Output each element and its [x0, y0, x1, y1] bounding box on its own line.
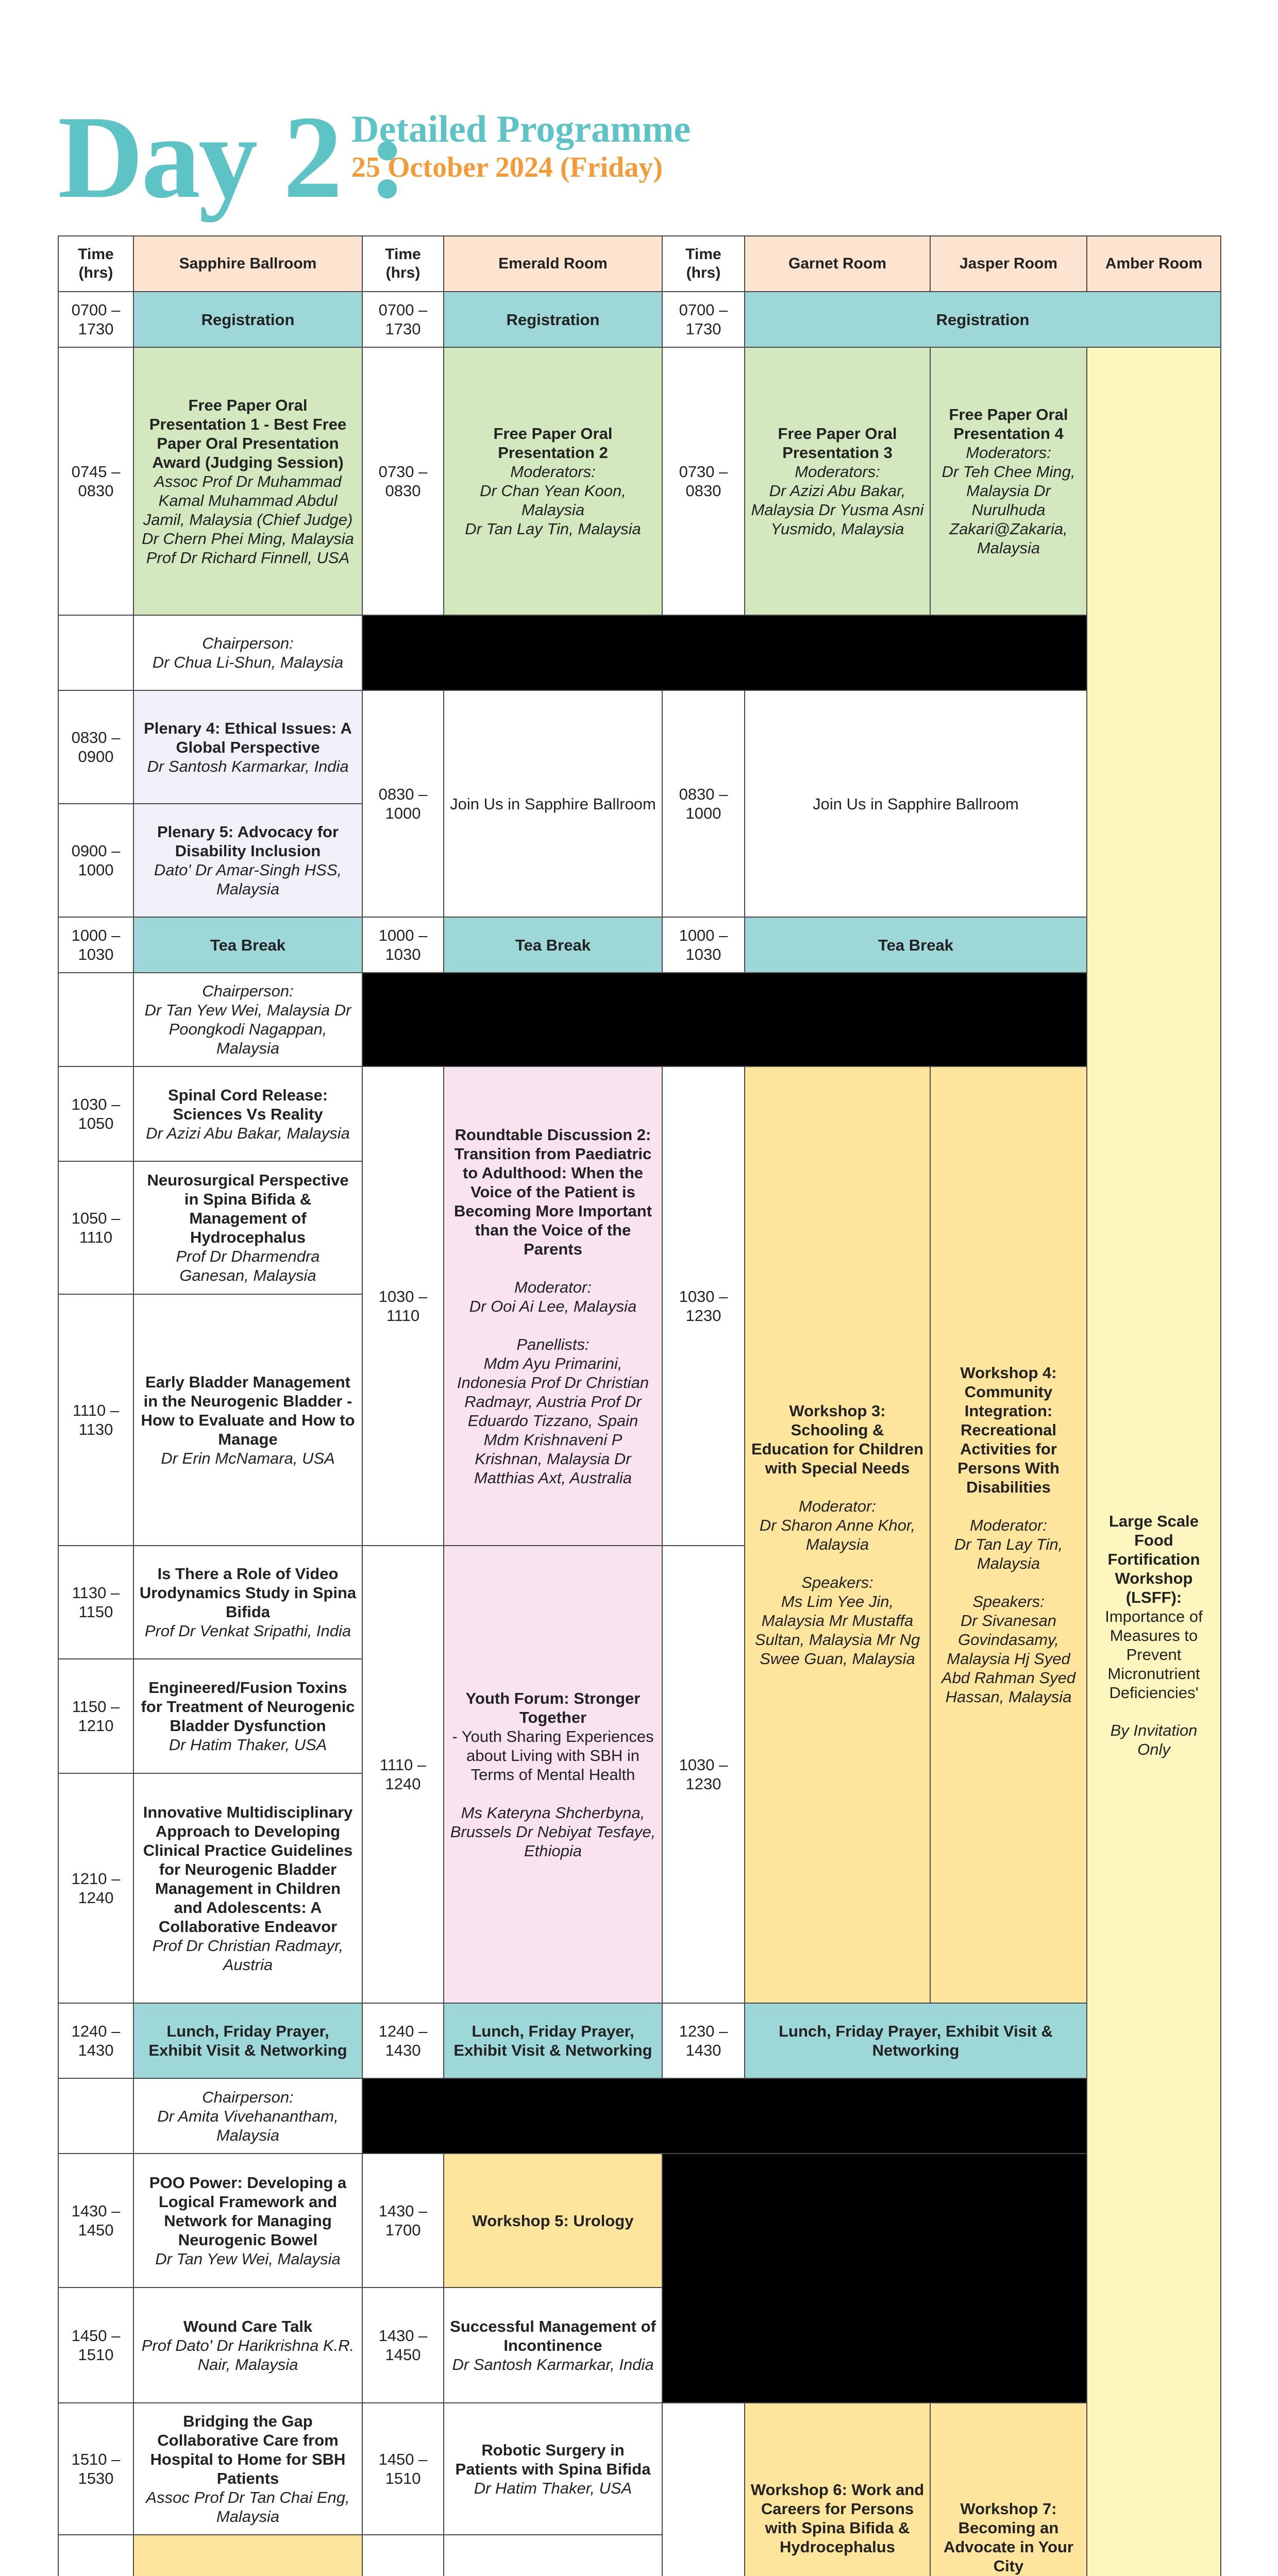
workshop-6: [744, 2402, 931, 2576]
time-cell: [362, 2534, 444, 2576]
time-cell: 1000 – 1030: [58, 917, 134, 973]
col-header-garnet: Garnet Room: [744, 235, 931, 292]
lsff-title: Large Scale Food Fortification Workshop (LSFF):: [1107, 1512, 1200, 1606]
ws6-title: Workshop 6: Work and Careers for Persons with Spina Bifida & Hydrocephalus: [750, 2480, 924, 2556]
youth-people: Ms Kateryna Shcherbyna, Brussels Dr Nebiyat Tesfaye, Ethiopia: [450, 1803, 656, 1860]
time-cell: 1000 – 1030: [662, 917, 745, 973]
fpop-3-label: Moderators:: [795, 463, 880, 481]
session-title: Robotic Surgery in Patients with Spina Bifida: [455, 2441, 651, 2478]
roundtable-mod-label: Moderator:: [514, 1278, 592, 1296]
time-cell: 0900 – 1000: [58, 803, 134, 918]
fpop-2-people: Dr Chan Yean Koon, Malaysia: [480, 482, 626, 519]
time-cell: 1110 – 1240: [362, 1545, 444, 2004]
chair-2-label: Chairperson:: [202, 982, 294, 1000]
blackout-block: [362, 972, 1087, 1067]
time-cell: 1030 – 1110: [362, 1066, 444, 1546]
time-cell: 1030 – 1050: [58, 1066, 134, 1162]
chair-1-label: Chairperson:: [202, 634, 294, 652]
join-sapphire-garnet-jasper: Join Us in Sapphire Ballroom: [744, 690, 1087, 918]
session-title: POO Power: Developing a Logical Framework and Network for Managing Neurogenic Bowel: [149, 2173, 347, 2249]
time-cell: 0700 – 1730: [662, 291, 745, 348]
time-cell: 1240 – 1430: [58, 2003, 134, 2079]
time-cell: 0830 – 1000: [662, 690, 745, 918]
tea-break-sapphire: Tea Break: [133, 917, 363, 973]
session-title: Early Bladder Management in the Neurogenic Bladder - How to Evaluate and How to Manage: [141, 1372, 355, 1448]
time-cell: 1150 – 1210: [58, 1658, 134, 1774]
chairperson-1: [133, 615, 363, 691]
workshop-7: [930, 2402, 1087, 2576]
session-title: Engineered/Fusion Toxins for Treatment of Neurogenic Bladder Dysfunction: [141, 1679, 355, 1735]
programme-table: [58, 235, 1221, 2576]
time-cell: 1210 – 1240: [58, 1773, 134, 2004]
session-speaker: Prof Dr Venkat Sripathi, India: [144, 1622, 351, 1640]
session-wound-care: [133, 2287, 363, 2403]
time-cell: 1230 – 1430: [662, 2003, 745, 2079]
blackout-block: [362, 2078, 1087, 2154]
col-header-jasper: Jasper Room: [930, 235, 1087, 292]
time-cell: 0830 – 0900: [58, 690, 134, 804]
time-cell: 0700 – 1730: [362, 291, 444, 348]
blackout-block: [362, 615, 1087, 691]
time-cell: 0730 – 0830: [662, 347, 745, 616]
session-speaker: Dr Tan Yew Wei, Malaysia: [155, 2249, 341, 2268]
fpop-1-title: Free Paper Oral Presentation 1 - Best Free Paper Oral Presentation Award (Judging Session): [149, 396, 347, 471]
ws3-title: Workshop 3: Schooling & Education for Children with Special Needs: [751, 1402, 924, 1477]
col-header-time-2: Time (hrs): [362, 235, 444, 292]
registration-garnet-jasper-amber: Registration: [744, 291, 1221, 348]
col-header-emerald: Emerald Room: [443, 235, 663, 292]
time-cell: 1430 – 1700: [362, 2153, 444, 2288]
workshop-4: [930, 1066, 1087, 2004]
plenary-4-speaker: Dr Santosh Karmarkar, India: [147, 757, 349, 775]
session-speaker: Dr Azizi Abu Bakar, Malaysia: [146, 1124, 350, 1142]
time-cell: 1450 – 1510: [58, 2287, 134, 2403]
time-cell: 1000 – 1030: [362, 917, 444, 973]
time-cell-empty: [58, 2078, 134, 2154]
fpop-2-label: Moderators:: [510, 463, 596, 481]
time-cell: [58, 2534, 134, 2576]
session-speaker: Dr Hatim Thaker, USA: [474, 2479, 632, 2497]
session-incontinence: [443, 2287, 663, 2403]
time-cell: 1430 – 1450: [362, 2287, 444, 2403]
join-sapphire-emerald: Join Us in Sapphire Ballroom: [443, 690, 663, 918]
page-header: [58, 91, 1243, 223]
time-cell: 0730 – 0830: [362, 347, 444, 616]
time-cell: 1110 – 1130: [58, 1294, 134, 1546]
time-cell: 0830 – 1000: [362, 690, 444, 918]
session-multidisciplinary: [133, 1773, 363, 2004]
session-speaker: Prof Dato' Dr Harikrishna K.R. Nair, Malaysia: [141, 2336, 355, 2374]
time-cell: [662, 2402, 745, 2576]
ws3-mod: Dr Sharon Anne Khor, Malaysia: [759, 1516, 916, 1553]
ws4-mod: Dr Tan Lay Tin, Malaysia: [954, 1535, 1063, 1572]
gain-workshop-8: [133, 2534, 363, 2576]
plenary-5-speaker: Dato' Dr Amar-Singh HSS, Malaysia: [154, 861, 342, 898]
ws7-title: Workshop 7: Becoming an Advocate in Your City: [943, 2499, 1074, 2575]
youth-title: Youth Forum: Stronger Together: [465, 1689, 641, 1726]
fpop-4-jasper: [930, 347, 1087, 616]
lunch-sapphire: Lunch, Friday Prayer, Exhibit Visit & Networking: [133, 2003, 363, 2079]
lunch-garnet-jasper: Lunch, Friday Prayer, Exhibit Visit & Networking: [744, 2003, 1087, 2079]
time-cell-empty: [58, 615, 134, 691]
session-speaker: Dr Santosh Karmarkar, India: [452, 2355, 654, 2374]
fpop-2-title: Free Paper Oral Presentation 2: [493, 425, 613, 462]
time-cell: 1050 – 1110: [58, 1161, 134, 1295]
session-title: Is There a Role of Video Urodynamics Study in Spina Bifida: [139, 1565, 357, 1621]
roundtable-panel-label: Panellists:: [516, 1335, 590, 1353]
time-cell: 1510 – 1530: [58, 2402, 134, 2535]
col-header-amber: Amber Room: [1086, 235, 1221, 292]
session-spinal-cord: [133, 1066, 363, 1162]
youth-forum: [443, 1545, 663, 2004]
chair-1-name: Dr Chua Li-Shun, Malaysia: [152, 653, 344, 671]
session-speaker: Dr Erin McNamara, USA: [161, 1449, 335, 1467]
chairperson-2: [133, 972, 363, 1067]
workshop-3: [744, 1066, 931, 2004]
roundtable-title: Roundtable Discussion 2: Transition from Paediatric to Adulthood: When the Voice of the Patient is Becoming More Important than the Voice of the Parents: [453, 1125, 652, 1258]
lunch-emerald: Lunch, Friday Prayer, Exhibit Visit & Networking: [443, 2003, 663, 2079]
session-fusion-toxins: [133, 1658, 363, 1774]
session-speaker: Prof Dr Dharmendra Ganesan, Malaysia: [176, 1247, 320, 1284]
session-speaker: Assoc Prof Dr Tan Chai Eng, Malaysia: [146, 2488, 350, 2526]
fpop-1-sapphire: [133, 347, 363, 616]
time-cell-empty: [58, 972, 134, 1067]
ws4-speakers: Dr Sivanesan Govindasamy, Malaysia Hj Syed Abd Rahman Syed Hassan, Malaysia: [941, 1612, 1076, 1706]
chair-3-label: Chairperson:: [202, 2088, 294, 2106]
lsff-note: By Invitation Only: [1110, 1721, 1198, 1758]
col-header-sapphire: Sapphire Ballroom: [133, 235, 363, 292]
session-title: Bridging the Gap Collaborative Care from Hospital to Home for SBH Patients: [150, 2412, 346, 2487]
time-cell: 0700 – 1730: [58, 291, 134, 348]
workshop-5-urology: Workshop 5: Urology: [443, 2153, 663, 2288]
registration-sapphire: Registration: [133, 291, 363, 348]
session-neurosurgical: [133, 1161, 363, 1295]
programme-subtitle: Detailed Programme: [351, 108, 691, 150]
time-cell: 1030 – 1230: [662, 1066, 745, 1546]
session-speaker: Prof Dr Christian Radmayr, Austria: [152, 1936, 344, 1974]
session-title: Innovative Multidisciplinary Approach to Developing Clinical Practice Guidelines for Neurogenic Bladder Management in Children and Adolescents: A Collaborative Endeavor: [143, 1803, 353, 1936]
session-bridging-gap: [133, 2402, 363, 2535]
session-title: Neurosurgical Perspective in Spina Bifida & Management of Hydrocephalus: [147, 1171, 349, 1246]
ws4-speakers-label: Speakers:: [972, 1592, 1045, 1611]
time-cell: 1240 – 1430: [362, 2003, 444, 2079]
session-early-bladder: [133, 1294, 363, 1546]
plenary-4-title: Plenary 4: Ethical Issues: A Global Perspective: [144, 719, 352, 756]
plenary-5-title: Plenary 5: Advocacy for Disability Inclusion: [157, 823, 339, 860]
col-header-time-3: Time (hrs): [662, 235, 745, 292]
chair-2-name: Dr Tan Yew Wei, Malaysia Dr Poongkodi Nagappan, Malaysia: [144, 1001, 351, 1057]
session-title: Wound Care Talk: [183, 2317, 313, 2335]
ws4-mod-label: Moderator:: [970, 1516, 1047, 1534]
session-title: Successful Management of Incontinence: [450, 2317, 656, 2354]
time-cell: 1430 – 1450: [58, 2153, 134, 2288]
session-video-urodynamics: [133, 1545, 363, 1659]
blackout-block: [662, 2153, 1087, 2403]
chairperson-3: [133, 2078, 363, 2154]
fpop-4-title: Free Paper Oral Presentation 4: [949, 405, 1068, 443]
plenary-5: [133, 803, 363, 918]
fpop-3-garnet: [744, 347, 931, 616]
ws3-mod-label: Moderator:: [799, 1497, 876, 1515]
workshop-urodynamic-study: [443, 2534, 663, 2576]
session-title: Spinal Cord Release: Sciences Vs Reality: [167, 1086, 328, 1123]
time-cell: 1450 – 1510: [362, 2402, 444, 2535]
roundtable-panel: Mdm Ayu Primarini, Indonesia Prof Dr Christian Radmayr, Austria Prof Dr Eduardo Tizzano, Spain Mdm Krishnaveni P Krishnan, Malaysia Dr Matthias Axt, Australia: [457, 1354, 649, 1487]
ws4-title: Workshop 4: Community Integration: Recreational Activities for Persons With Disabilities: [957, 1364, 1060, 1496]
time-cell: 1030 – 1230: [662, 1545, 745, 2004]
session-speaker: Dr Hatim Thaker, USA: [169, 1736, 327, 1754]
fpop-4-people: Dr Teh Chee Ming, Malaysia Dr Nurulhuda Zakari@Zakaria, Malaysia: [941, 463, 1075, 557]
time-cell: 0745 – 0830: [58, 347, 134, 616]
amber-lsff-workshop: [1086, 347, 1221, 2576]
youth-desc: - Youth Sharing Experiences about Living with SBH in Terms of Mental Health: [452, 1727, 654, 1784]
roundtable-discussion-2: [443, 1066, 663, 1546]
fpop-1-people: Assoc Prof Dr Muhammad Kamal Muhammad Abdul Jamil, Malaysia (Chief Judge) Dr Chern Phei Ming, Malaysia Prof Dr Richard Finnell, USA: [142, 472, 354, 567]
tea-break-garnet-jasper: Tea Break: [744, 917, 1087, 973]
fpop-2-emerald: [443, 347, 663, 616]
roundtable-mod: Dr Ooi Ai Lee, Malaysia: [469, 1297, 637, 1315]
session-poo-power: [133, 2153, 363, 2288]
fpop-3-people: Dr Azizi Abu Bakar, Malaysia Dr Yusma Asni Yusmido, Malaysia: [751, 482, 924, 538]
programme-date: 25 October 2024 (Friday): [351, 151, 663, 183]
lsff-desc: Importance of Measures to Prevent Micronutrient Deficiencies': [1105, 1607, 1203, 1702]
day-heading: Day 2 :: [58, 91, 406, 223]
tea-break-emerald: Tea Break: [443, 917, 663, 973]
chair-3-name: Dr Amita Vivehanantham, Malaysia: [157, 2107, 339, 2144]
time-cell: 1130 – 1150: [58, 1545, 134, 1659]
plenary-4: [133, 690, 363, 804]
session-robotic-surgery: [443, 2402, 663, 2535]
ws3-speakers: Ms Lim Yee Jin, Malaysia Mr Mustaffa Sultan, Malaysia Mr Ng Swee Guan, Malaysia: [754, 1592, 920, 1668]
col-header-time-1: Time (hrs): [58, 235, 134, 292]
fpop-2-people-2: Dr Tan Lay Tin, Malaysia: [465, 520, 641, 538]
fpop-3-title: Free Paper Oral Presentation 3: [778, 425, 897, 462]
fpop-4-label: Moderators:: [966, 444, 1051, 462]
registration-emerald: Registration: [443, 291, 663, 348]
ws3-speakers-label: Speakers:: [801, 1573, 873, 1591]
